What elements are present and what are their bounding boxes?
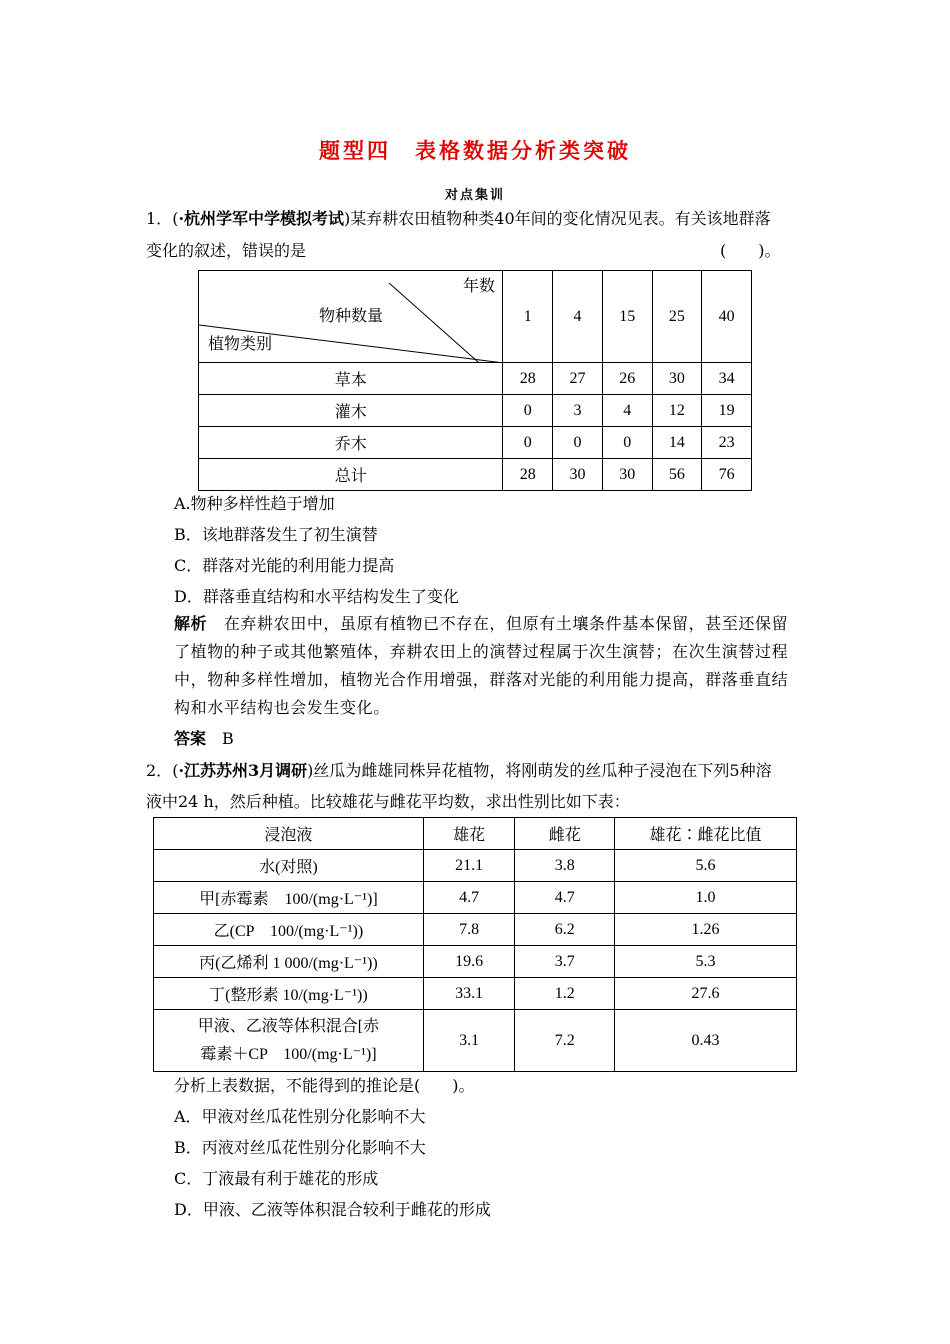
cell: 0 (503, 395, 553, 427)
cell: 30 (652, 363, 702, 395)
row-label: 草本 (199, 363, 503, 395)
q2-option-b: B．丙液对丝瓜花性别分化影响不大 (174, 1138, 426, 1157)
cell: 23 (702, 427, 752, 459)
cell: 30 (553, 459, 603, 491)
row-label: 乔木 (199, 427, 503, 459)
answer-value: B (222, 729, 234, 748)
table-row (199, 459, 752, 491)
row-label: 灌木 (199, 395, 503, 427)
table-row (154, 850, 797, 882)
row-label: 丁(整形素 10/(mg·L⁻¹)) (154, 978, 424, 1010)
cell: 6.2 (515, 914, 614, 946)
q1-option-d: D．群落垂直结构和水平结构发生了变化 (174, 587, 459, 606)
q2-option-d: D．甲液、乙液等体积混合较利于雌花的形成 (174, 1200, 491, 1219)
q1-analysis-line3: 中，物种多样性增加，植物光合作用增强，群落对光能的利用能力提高，群落垂直结 (174, 670, 789, 689)
q1-stem-line1: 1．(·杭州学军中学模拟考试)某弃耕农田植物种类40年间的变化情况见表。有关该地群落 (146, 209, 771, 228)
header-species: 物种数量 (319, 308, 384, 325)
q2-question: 分析上表数据，不能得到的推论是( )。 (174, 1076, 475, 1095)
cell: 3.8 (515, 850, 614, 882)
cell: 21.1 (423, 850, 515, 882)
header-cell: 雌花 (515, 818, 614, 850)
cell: 1.26 (614, 914, 796, 946)
cell: 0 (503, 427, 553, 459)
q2-table (153, 817, 797, 1072)
q1-option-c: C．群落对光能的利用能力提高 (174, 556, 395, 575)
q1-answer (174, 726, 234, 749)
row-label: 水(对照) (154, 850, 424, 882)
year-cell: 15 (602, 271, 652, 363)
cell: 0.43 (614, 1010, 796, 1072)
cell: 33.1 (423, 978, 515, 1010)
cell: 76 (702, 459, 752, 491)
cell: 4.7 (515, 882, 614, 914)
cell: 56 (652, 459, 702, 491)
q2-stem: 丝瓜为雌雄同株异花植物，将刚萌发的丝瓜种子浸泡在下列5种溶 (313, 761, 772, 780)
row-label: 乙(CP 100/(mg·L⁻¹)) (154, 914, 424, 946)
analysis-label: 解析 (174, 614, 208, 633)
cell: 5.6 (614, 850, 796, 882)
header-cell: 雄花 (423, 818, 515, 850)
q1-table-corner-cell (199, 271, 503, 363)
cell: 12 (652, 395, 702, 427)
cell: 14 (652, 427, 702, 459)
answer-label: 答案 (174, 729, 207, 748)
cell: 1.2 (515, 978, 614, 1010)
cell: 0 (553, 427, 603, 459)
q1-analysis-line1: 解析 在弃耕农田中，虽原有植物已不存在，但原有土壤条件基本保留，甚至还保留 (174, 614, 789, 633)
q2-number: 2． (146, 761, 173, 780)
cell: 1.0 (614, 882, 796, 914)
year-cell: 40 (702, 271, 752, 363)
cell: 26 (602, 363, 652, 395)
q1-stem: 某弃耕农田植物种类40年间的变化情况见表。有关该地群落 (350, 209, 771, 228)
q1-table (198, 270, 752, 491)
q2-option-a: A．甲液对丝瓜花性别分化影响不大 (174, 1107, 426, 1126)
q1-number: 1． (146, 209, 173, 228)
table-row (199, 363, 752, 395)
q1-option-a: A.物种多样性趋于增加 (174, 494, 335, 513)
row-label: 甲[赤霉素 100/(mg·L⁻¹)] (154, 882, 424, 914)
q2-option-c: C．丁液最有利于雄花的形成 (174, 1169, 379, 1188)
q1-analysis-line2: 了植物的种子或其他繁殖体，弃耕农田上的演替过程属于次生演替；在次生演替过程 (174, 642, 789, 661)
cell: 5.3 (614, 946, 796, 978)
cell: 3 (553, 395, 603, 427)
cell: 4.7 (423, 882, 515, 914)
cell: 4 (602, 395, 652, 427)
page-title: 题型四 表格数据分析类突破 (319, 138, 631, 163)
q1-stem-line2: 变化的叙述，错误的是 (146, 241, 307, 260)
year-cell: 4 (553, 271, 603, 363)
header-cell: 雄花∶雌花比值 (614, 818, 796, 850)
q2-stem-line1: 2．(·江苏苏州3月调研)丝瓜为雌雄同株异花植物，将刚萌发的丝瓜种子浸泡在下列5种溶 (146, 761, 772, 780)
q2-source: ·江苏苏州3月调研 (178, 761, 308, 780)
table-row (154, 1010, 797, 1072)
cell: 19.6 (423, 946, 515, 978)
header-category: 植物类别 (208, 336, 273, 353)
q1-option-b: B．该地群落发生了初生演替 (174, 525, 378, 544)
table-row (199, 427, 752, 459)
table-row (154, 914, 797, 946)
cell: 30 (602, 459, 652, 491)
row-label: 丙(乙烯利 1 000/(mg·L⁻¹)) (154, 946, 424, 978)
cell: 28 (503, 363, 553, 395)
cell: 34 (702, 363, 752, 395)
cell: 28 (503, 459, 553, 491)
cell: 27 (553, 363, 603, 395)
cell: 0 (602, 427, 652, 459)
table-row (154, 882, 797, 914)
q1-answer-blank: ( )。 (720, 241, 781, 260)
cell: 3.1 (423, 1010, 515, 1072)
q2-stem-line2: 液中24 h，然后种植。比较雄花与雌花平均数，求出性别比如下表： (146, 792, 630, 811)
cell: 19 (702, 395, 752, 427)
cell: 3.7 (515, 946, 614, 978)
q1-analysis-line4: 构和水平结构也会发生变化。 (174, 698, 390, 717)
row-label: 总计 (199, 459, 503, 491)
section-subtitle: 对点集训 (444, 188, 505, 203)
header-cell: 浸泡液 (154, 818, 424, 850)
table-row (199, 395, 752, 427)
year-cell: 25 (652, 271, 702, 363)
q1-source: ·杭州学军中学模拟考试 (178, 209, 345, 228)
header-year: 年数 (463, 278, 496, 295)
year-cell: 1 (503, 271, 553, 363)
cell: 7.2 (515, 1010, 614, 1072)
table-row (154, 946, 797, 978)
row-label: 甲液、乙液等体积混合[赤 霉素＋CP 100/(mg·L⁻¹)] (154, 1010, 424, 1072)
cell: 7.8 (423, 914, 515, 946)
table-row (154, 978, 797, 1010)
cell: 27.6 (614, 978, 796, 1010)
